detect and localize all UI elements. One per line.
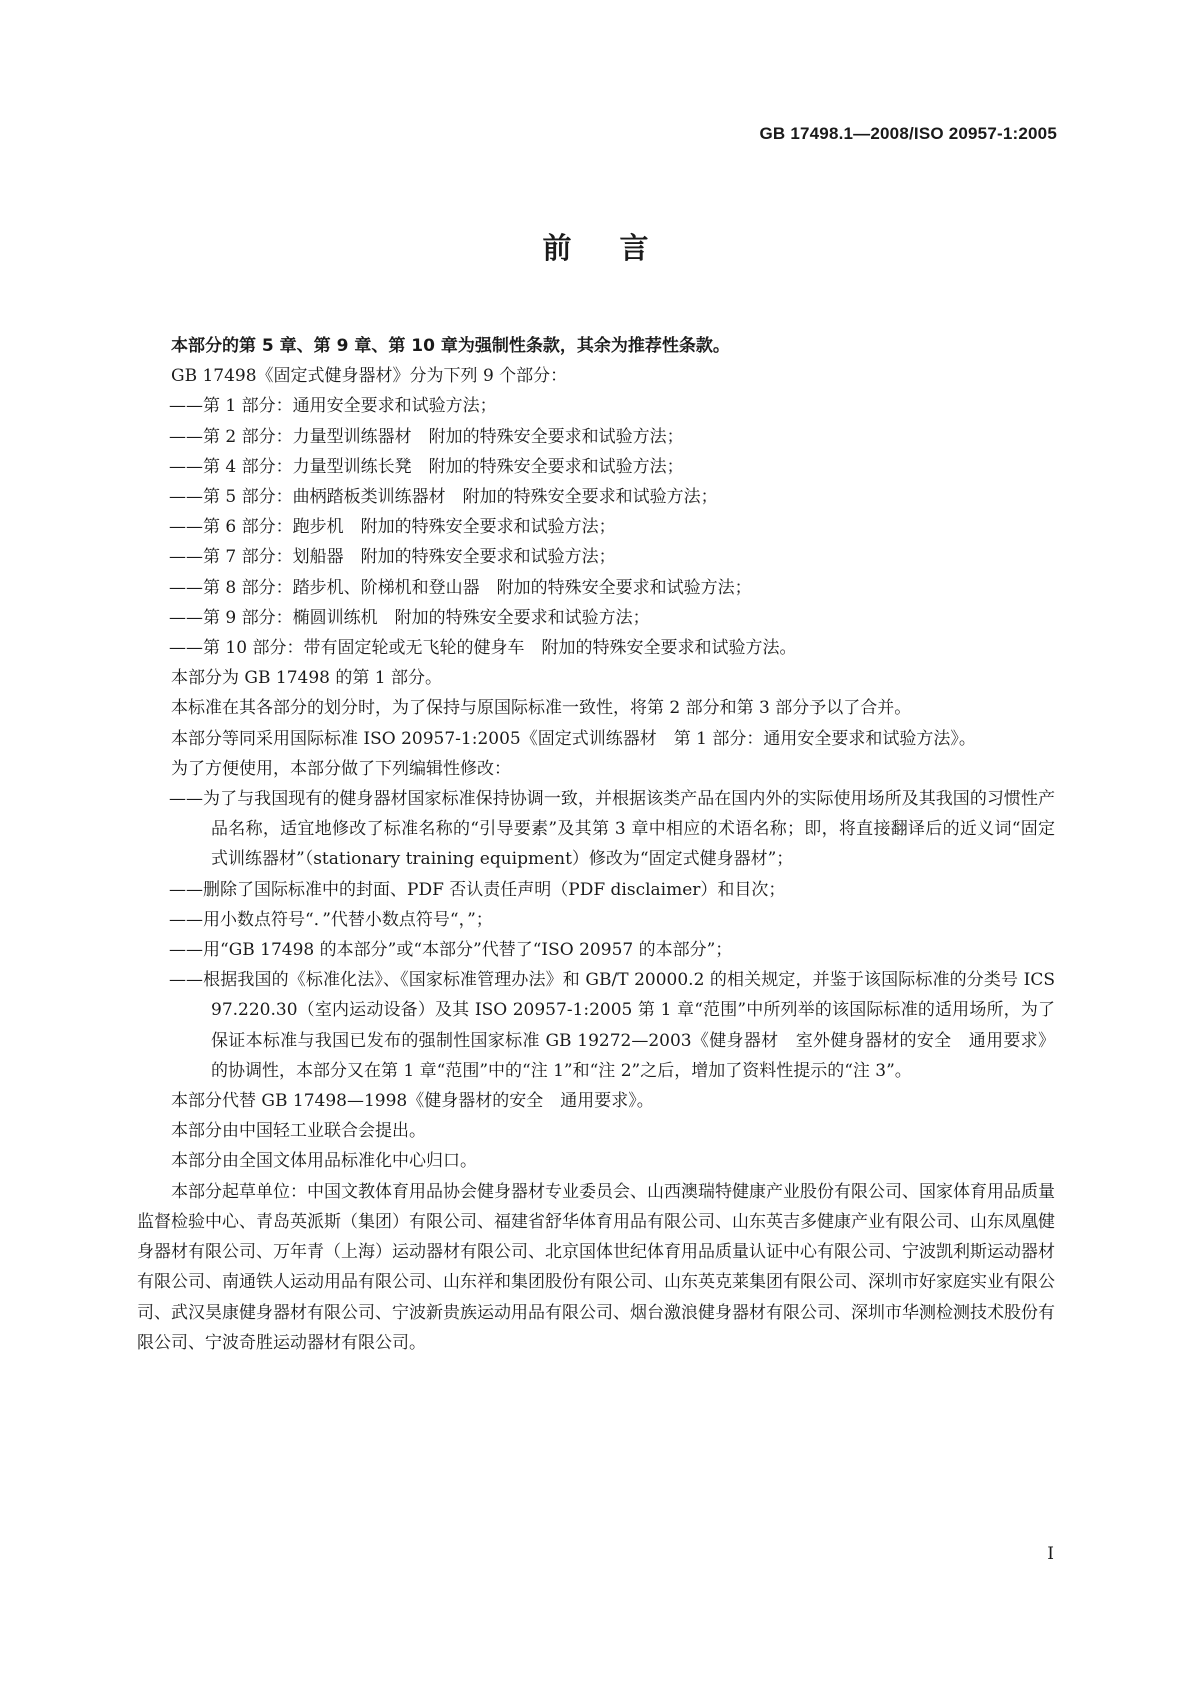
supersedes-statement: 本部分代替 GB 17498—1998《健身器材的安全 通用要求》。 bbox=[171, 1091, 654, 1112]
mandatory-clause-note: 本部分的第 5 章、第 9 章、第 10 章为强制性条款，其余为推荐性条款。 bbox=[171, 336, 730, 356]
list-item: ——第 2 部分：力量型训练器材 附加的特殊安全要求和试验方法； bbox=[169, 426, 684, 447]
list-item: ——第 4 部分：力量型训练长凳 附加的特殊安全要求和试验方法； bbox=[169, 456, 684, 477]
list-item: ——根据我国的《标准化法》、《国家标准管理办法》和 GB/T 20000.2 的相关规定，并鉴于该国际标准的分类号 ICS 97.220.30（室内运动设备）及其 ISO 20957-1:2005 第 1 章“范围”中所列举的该国际标准的适用场所，为了保证本标准与我国已发布的强制性国家标准 GB 19272—2003《健身器材 室外健身器材的安全 通用要求》的协调性，本部分又在第 1 章“范围”中的“注 1”和“注 2”之后，增加了资料性提示的“注 3”。 bbox=[169, 970, 1055, 1081]
edits-list bbox=[137, 784, 1055, 1086]
list-item: ——第 9 部分：椭圆训练机 附加的特殊安全要求和试验方法； bbox=[169, 607, 650, 628]
list-item: ——第 7 部分：划船器 附加的特殊安全要求和试验方法； bbox=[169, 547, 616, 568]
list-item: ——用“GB 17498 的本部分”或“本部分”代替了“ISO 20957 的本部分”； bbox=[169, 940, 733, 961]
list-item: ——第 10 部分：带有固定轮或无飞轮的健身车 附加的特殊安全要求和试验方法。 bbox=[169, 638, 797, 659]
edits-intro: 为了方便使用，本部分做了下列编辑性修改： bbox=[171, 758, 511, 779]
proposed-by: 本部分由中国轻工业联合会提出。 bbox=[171, 1121, 426, 1142]
list-item: ——第 6 部分：跑步机 附加的特殊安全要求和试验方法； bbox=[169, 517, 616, 538]
page-title: 前言 bbox=[542, 231, 697, 265]
list-item: ——为了与我国现有的健身器材国家标准保持协调一致，并根据该类产品在国内外的实际使用场所及其我国的习惯性产品名称，适宜地修改了标准名称的“引导要素”及其第 3 章中相应的术语名称；即，将直接翻译后的近义词“固定式训练器材”（stationary training equipment）修改为“固定式健身器材”； bbox=[169, 789, 1055, 870]
list-item: ——第 8 部分：踏步机、阶梯机和登山器 附加的特殊安全要求和试验方法； bbox=[169, 577, 752, 598]
list-item: ——第 1 部分：通用安全要求和试验方法； bbox=[169, 396, 497, 417]
series-intro: GB 17498《固定式健身器材》分为下列 9 个部分： bbox=[171, 366, 568, 387]
adoption-statement: 本部分等同采用国际标准 ISO 20957-1:2005《固定式训练器材 第 1 部分：通用安全要求和试验方法》。 bbox=[171, 728, 976, 749]
document-body bbox=[137, 331, 1055, 1358]
drafting-units: 本部分起草单位：中国文教体育用品协会健身器材专业委员会、山西澳瑞特健康产业股份有限公司、国家体育用品质量监督检验中心、青岛英派斯（集团）有限公司、福建省舒华体育用品有限公司、山东英吉多健康产业有限公司、山东凤凰健身器材有限公司、万年青（上海）运动器材有限公司、北京国体世纪体育用品质量认证中心有限公司、宁波凯利斯运动器材有限公司、南通铁人运动用品有限公司、山东祥和集团股份有限公司、山东英克莱集团有限公司、深圳市好家庭实业有限公司、武汉昊康健身器材有限公司、宁波新贵族运动用品有限公司、烟台激浪健身器材有限公司、深圳市华测检测技术股份有限公司、宁波奇胜运动器材有限公司。 bbox=[137, 1181, 1055, 1353]
centralized-by: 本部分由全国文体用品标准化中心归口。 bbox=[171, 1151, 477, 1172]
part-one-statement: 本部分为 GB 17498 的第 1 部分。 bbox=[171, 668, 442, 689]
list-item: ——用小数点符号“．”代替小数点符号“，”； bbox=[169, 909, 493, 930]
parts-list bbox=[137, 391, 1055, 663]
list-item: ——删除了国际标准中的封面、PDF 否认责任声明（PDF disclaimer）和目次； bbox=[169, 879, 786, 900]
list-item: ——第 5 部分：曲柄踏板类训练器材 附加的特殊安全要求和试验方法； bbox=[169, 487, 718, 508]
standard-code: GB 17498.1—2008/ISO 20957-1:2005 bbox=[759, 124, 1057, 143]
page-number: I bbox=[1047, 1544, 1054, 1564]
merge-note: 本标准在其各部分的划分时，为了保持与原国际标准一致性，将第 2 部分和第 3 部分予以了合并。 bbox=[171, 698, 912, 719]
